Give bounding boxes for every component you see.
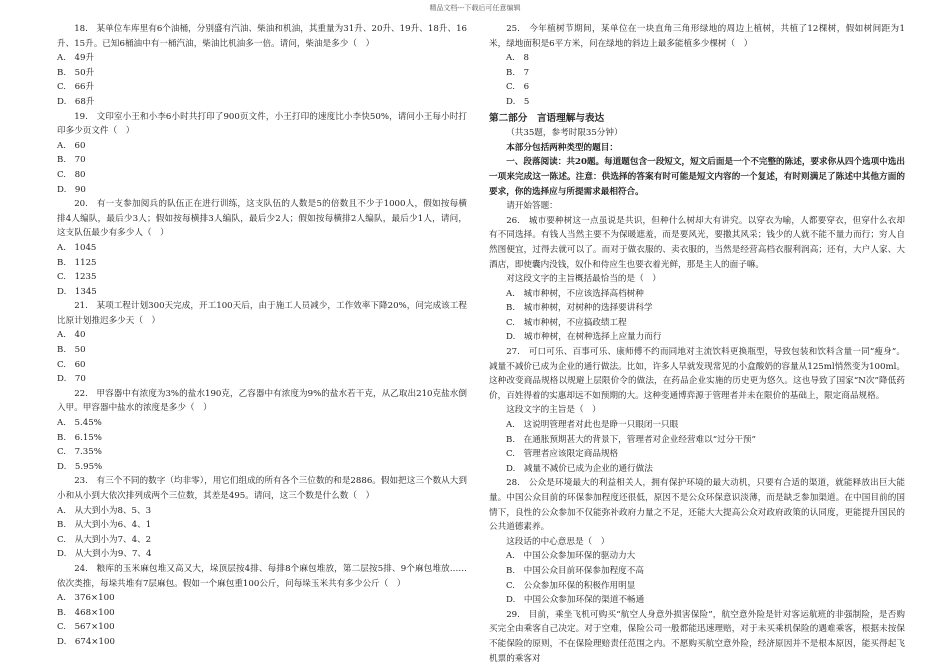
answer-option: C. 城市种树，不应搞政绩工程 — [506, 317, 627, 328]
right-column — [489, 22, 905, 666]
question-stem: 25. 今年植树节期间，某单位在一块直角三角形绿地的周边上植树，共植了12棵树，假如树间距为1米，绿地面积是6平方米，问在绿地的斜边上最多能植多少棵树（ ） — [489, 24, 905, 49]
page-header: 精品文档---下载后可任意编辑 — [429, 4, 521, 12]
answer-option: D. 城市种树，在树种选择上应量力而行 — [506, 332, 662, 343]
question-stem: 28. 公众是环境最大的利益相关人，拥有保护环境的最大动机，只要有合适的渠道，就能释放出巨大能量。中国公众目前的环保参加程度还很低，原因不是公众环保意识淡薄，而是缺乏参加渠道。在中国目前的国情下，良性的公众参加不仅能弥补政府力量之不足，还能大大提高公众对政府政策的认同度，更能提升国民的公共道德素养。 — [489, 478, 905, 533]
question-stem: 24. 粮库的玉米麻包堆又高又大，垛顶层按4排、每排8个麻包堆放，第二层按5排、9个麻包堆放……依次类推，每垛共堆有7层麻包。假如一个麻包重100公斤，问每垛玉米共有多少公斤（ ） — [57, 563, 467, 589]
question-stem: 23. 有三个不同的数字（均非零），用它们组成的所有各个三位数的和是2886。假如把这三个数从大到小和从小到大依次排列成两个三位数，其差是495。请问，这三个数是什么数（ ） — [57, 476, 467, 501]
question-stem: 20. 有一支参加阅兵的队伍正在进行训练，这支队伍的人数是5的倍数且不少于1000人，假如按每横排4人编队，最后少3人；假如按每横排3人编队，最后少2人；假如按每横排2人编队，最后少1人，请问，这支队伍最少有多少人（ ） — [57, 199, 467, 239]
answer-option: B. 50升 — [57, 67, 95, 78]
answer-option: A. 这说明管理者对此也是睁一只眼闭一只眼 — [506, 420, 679, 431]
answer-option: C. 80 — [57, 169, 86, 180]
answer-option: B. 70 — [57, 155, 86, 166]
answer-option: A. 8 — [506, 53, 529, 64]
answer-option: B. 城市种树，对树种的选择要讲科学 — [506, 303, 653, 314]
answer-option: C. 管理者应该限定商品规格 — [506, 449, 619, 460]
answer-option: C. 1235 — [57, 272, 97, 283]
answer-option: C. 6 — [506, 82, 530, 93]
answer-option: C. 从大到小为7、4、2 — [57, 534, 152, 545]
answer-option: D. 90 — [57, 184, 86, 195]
answer-option: B. 468×100 — [57, 607, 115, 618]
answer-option: D. 减量不减价已成为企业的通行做法 — [506, 463, 653, 474]
answer-option: A. 5.45% — [57, 418, 102, 429]
question-stem: 29. 目前，乘坐飞机可购买“航空人身意外损害保险”，航空意外险是针对客运航班的非强制险，是否购买完全由乘客自己决定。对于空难，保险公司一般都能迅速理赔，对于未买乘机保险的遇难乘客，根据未按保不能保险的原则，不在保险理赔责任范围之内。不愿购买航空意外险，经济原因并不是根本原因，能买得起飞机票的乘客对 — [489, 609, 905, 664]
question-prompt: 这段话的中心意思是（ ） — [506, 536, 610, 547]
question-prompt: 这段文字的主旨是（ ） — [506, 405, 601, 416]
answer-option: A. 从大到小为8、5、3 — [57, 505, 152, 516]
answer-option: A. 1045 — [57, 242, 97, 253]
answer-option: A. 中国公众参加环保的驱动力大 — [506, 551, 636, 562]
answer-option: D. 68升 — [57, 96, 95, 107]
answer-option: C. 567×100 — [57, 622, 115, 633]
answer-option: D. 5.95% — [57, 461, 103, 472]
instruction-text: 本部分包括两种类型的题目： — [506, 142, 618, 153]
answer-option: D. 从大到小为9、7、4 — [57, 549, 152, 560]
question-stem: 22. 甲容器中有浓度为3%的盐水190克，乙容器中有浓度为9%的盐水若干克，从乙取出210克盐水倒入甲。甲容器中盐水的浓度是多少（ ） — [57, 388, 467, 414]
answer-option: B. 中国公众目前环保参加程度不高 — [506, 565, 644, 576]
answer-option: A. 60 — [57, 140, 86, 151]
question-prompt: 对这段文字的主旨概括最恰当的是（ ） — [506, 274, 661, 285]
answer-option: B. 50 — [57, 345, 86, 356]
question-stem: 27. 可口可乐、百事可乐、康师傅不约而同地对主流饮料更换瓶型，导致包装和饮料含量一同“瘦身”。减量不减价已成为企业的通行做法。比如，许多人早就发现常见的小盒酸奶的容量从125ml悄然变为100ml。这种改变商品规格以规避上层限价令的做法，在药品企业实施的历史更为悠久。这也导致了国家“N次”降低药价，百姓得着的实惠却远不如预期的大。这种变通博弈源于管理者并未在限价的基础上，限定商品规格。 — [489, 347, 905, 401]
answer-option: A. 376×100 — [57, 593, 115, 604]
answer-option: D. 1345 — [57, 286, 97, 297]
answer-option: A. 城市种树，不应该选择高档树种 — [506, 288, 644, 299]
answer-option: C. 60 — [57, 359, 86, 370]
question-stem: 19. 文印室小王和小李6小时共打印了900页文件，小王打印的速度比小李快50%，请问小王每小时打印多少页文件（ ） — [57, 111, 467, 137]
instruction-text: 一、段落阅读：共20题。每道题包含一段短文，短文后面是一个不完整的陈述，要求你从四个选项中选出一项来完成这一陈述。注意：供选择的答案有时可能是短文内容的一个复述，有时则满足了陈述中其他方面的要求，你的选择应与所提需求最相符合。 — [489, 157, 905, 197]
answer-option: C. 7.35% — [57, 447, 102, 458]
answer-option: B. 在通胀预期甚大的背景下，管理者对企业经营难以“过分干预” — [506, 434, 756, 445]
answer-option: B. 从大到小为6、4、1 — [57, 520, 152, 531]
question-stem: 18. 某单位车库里有6个油桶，分别盛有汽油、柴油和机油，其重量为31升、20升、19升、18升、16升、15升。已知6桶油中有一桶汽油，柴油比机油多一倍。请问，柴油是多少（ ） — [57, 24, 467, 49]
plain-text: （共35题，参考时限35分钟） — [506, 128, 623, 139]
answer-option: D. 中国公众参加环保的渠道不畅通 — [506, 595, 645, 606]
answer-option: C. 公众参加环保的积极作用明显 — [506, 580, 636, 591]
answer-option: D. 674×100 — [57, 636, 115, 647]
question-stem: 26. 城市要种树这一点虽说是共识，但种什么树却大有讲究。以穿衣为喻，人都要穿衣，但穿什么衣却有不同选择。有钱人当然主要不为保暖遮羞，而是要风光，要撒其风采；钱少的人就不能不量力而行；穷人自然图便宜，过得去就可以了。而对于做衣服的、卖衣服的，当然是经营高档衣服利润高；还有，大户人家、大酒店，即使囊内没钱，奴仆和侍应生也要衣着光鲜，那是主人的面子嘛。 — [489, 215, 905, 270]
plain-text: 请开始答题： — [506, 201, 558, 212]
answer-option: D. 70 — [57, 374, 86, 385]
answer-option: D. 5 — [506, 96, 530, 107]
left-column — [57, 22, 467, 650]
question-stem: 21. 某项工程计划300天完成，开工100天后，由于施工人员减少，工作效率下降20%，问完成该工程比原计划推迟多少天（ ） — [57, 301, 467, 326]
answer-option: A. 49升 — [57, 53, 95, 64]
answer-option: B. 7 — [506, 67, 530, 78]
section-heading: 第二部分 言语理解与表达 — [489, 112, 605, 124]
answer-option: C. 66升 — [57, 82, 95, 93]
answer-option: B. 6.15% — [57, 432, 102, 443]
answer-option: A. 40 — [57, 330, 86, 341]
answer-option: B. 1125 — [57, 257, 97, 268]
